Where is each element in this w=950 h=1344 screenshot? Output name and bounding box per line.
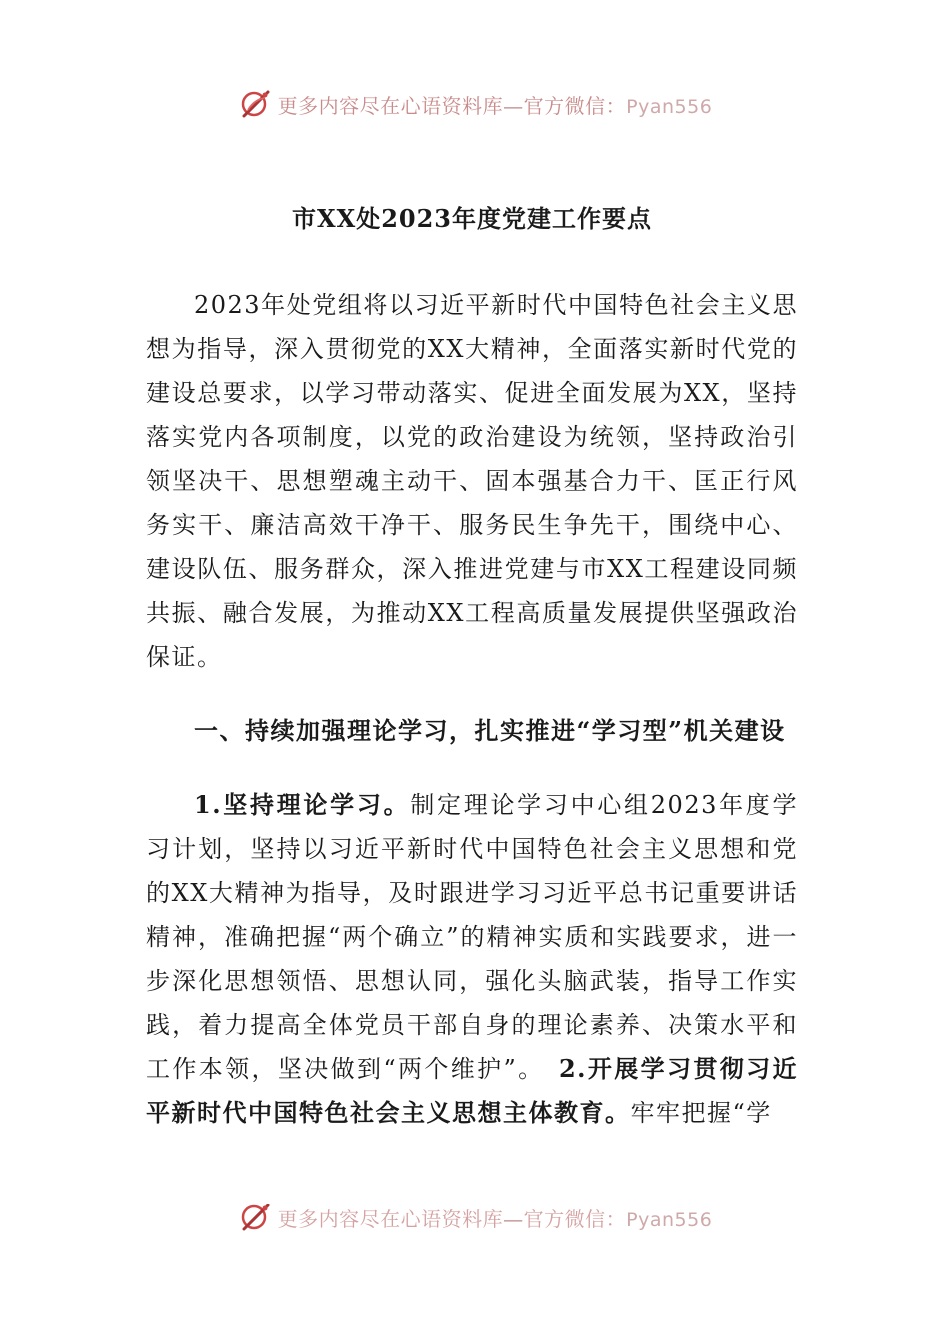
item-paragraph bbox=[146, 783, 798, 1135]
watermark-text: 更多内容尽在心语资料库—官方微信：Pyan556 bbox=[277, 1206, 713, 1231]
section-heading-1: 一、持续加强理论学习，扎实推进“学习型”机关建设 bbox=[194, 716, 786, 745]
watermark-text: 更多内容尽在心语资料库—官方微信：Pyan556 bbox=[277, 93, 713, 118]
item-2-body: 牢牢把握“学 bbox=[630, 1099, 772, 1127]
item-1-heading: 1.坚持理论学习。 bbox=[194, 790, 411, 819]
watermark-footer bbox=[0, 1204, 950, 1244]
intro-paragraph: 2023年处党组将以习近平新时代中国特色社会主义思想为指导，深入贯彻党的XX大精神，全面落实新时代党的建设总要求，以学习带动落实、促进全面发展为XX，坚持落实党内各项制度，以党的政治建设为统领，坚持政治引领坚决干、思想塑魂主动干、固本强基合力干、匡正行风务实干、廉洁高效干净干、服务民生争先干，围绕中心、建设队伍、服务群众，深入推进党建与市XX工程建设同频共振、融合发展，为推动XX工程高质量发展提供坚强政治保证。 bbox=[146, 291, 798, 671]
watermark-header bbox=[0, 80, 950, 128]
document-body bbox=[146, 195, 798, 1135]
pen-logo-icon bbox=[238, 1204, 274, 1235]
page-title: 市XX处2023年度党建工作要点 bbox=[291, 204, 653, 233]
pen-logo-icon bbox=[238, 86, 274, 122]
item-2-heading: 2.开展学习贯彻习近平新时代中国特色社会主义思想主体教育。 bbox=[146, 1054, 799, 1127]
item-1-body: 制定理论学习中心组2023年度学习计划，坚持以习近平新时代中国特色社会主义思想和党的XX大精神为指导，及时跟进学习习近平总书记重要讲话精神，准确把握“两个确立”的精神实质和实践要求，进一步深化思想领悟、思想认同，强化头脑武装，指导工作实践，着力提高全体党员干部自身的理论素养、决策水平和工作本领，坚决做到“两个维护”。 bbox=[146, 791, 799, 1083]
